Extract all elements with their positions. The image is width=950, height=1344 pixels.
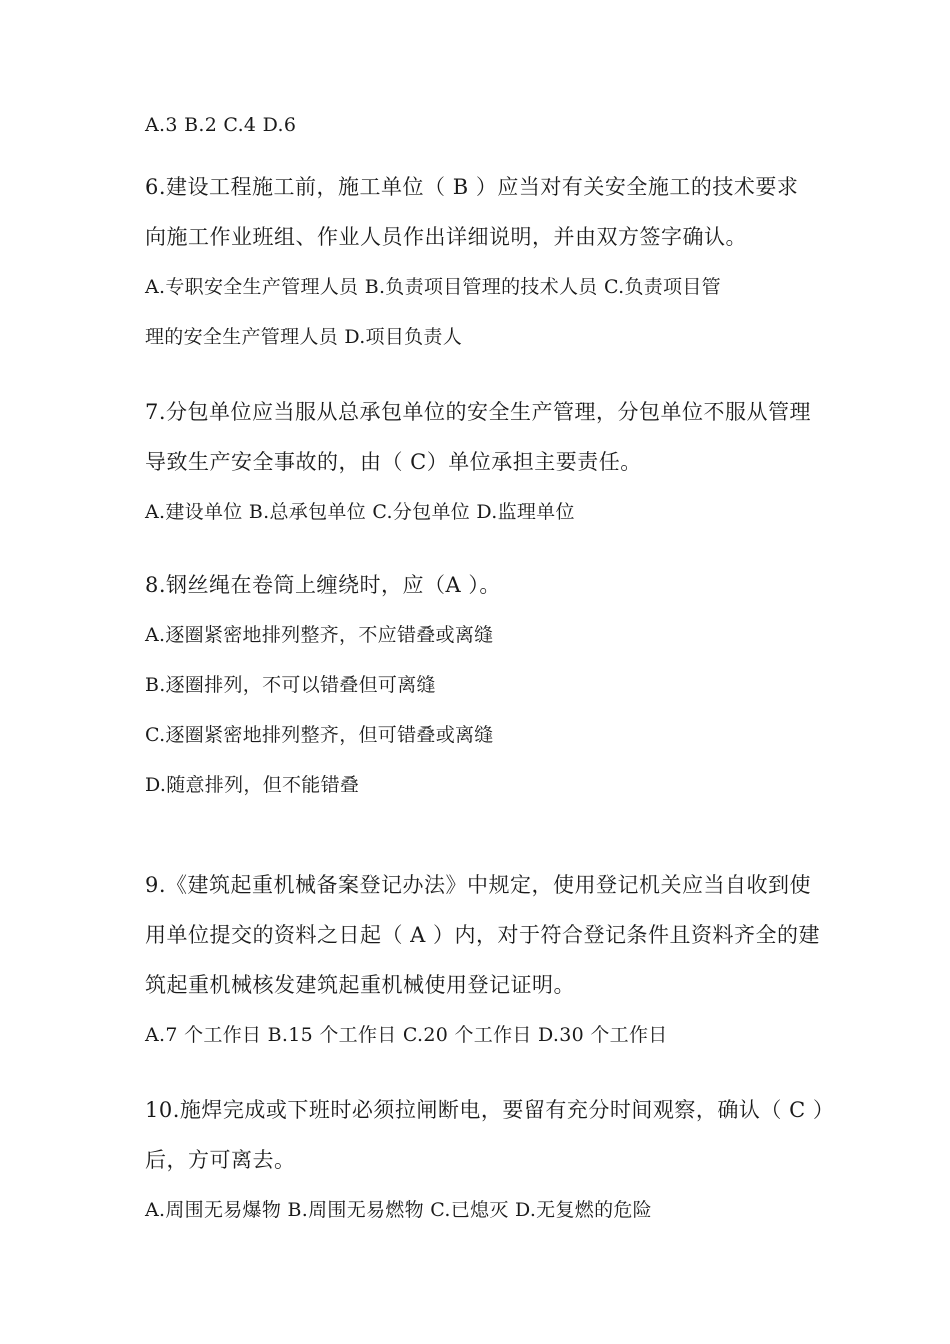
q8-option-c: C.逐圈紧密地排列整齐，但可错叠或离缝 [145,724,494,746]
q9-options: A.7 个工作日 B.15 个工作日 C.20 个工作日 D.30 个工作日 [145,1024,668,1046]
q7-text-line-2: 导致生产安全事故的，由（ C）单位承担主要责任。 [145,450,642,474]
q6-text-line-2: 向施工作业班组、作业人员作出详细说明，并由双方签字确认。 [145,225,747,249]
q9-text-line-2: 用单位提交的资料之日起（ A ）内，对于符合登记条件且资料齐全的建 [145,923,821,947]
q7-options: A.建设单位 B.总承包单位 C.分包单位 D.监理单位 [145,501,575,523]
q6-options-line-1: A.专职安全生产管理人员 B.负责项目管理的技术人员 C.负责项目管 [145,276,721,298]
q7-text-line-1: 7.分包单位应当服从总承包单位的安全生产管理，分包单位不服从管理 [145,400,812,424]
q6-text-line-1: 6.建设工程施工前，施工单位（ B ）应当对有关安全施工的技术要求 [145,175,799,199]
q6-options-line-2: 理的安全生产管理人员 D.项目负责人 [145,326,463,348]
q10-text-line-2: 后，方可离去。 [145,1148,296,1172]
q10-options: A.周围无易爆物 B.周围无易燃物 C.已熄灭 D.无复燃的危险 [145,1199,652,1221]
q5-options: A.3 B.2 C.4 D.6 [145,114,297,136]
q9-text-line-3: 筑起重机械核发建筑起重机械使用登记证明。 [145,973,575,997]
q9-text-line-1: 9.《建筑起重机械备案登记办法》中规定，使用登记机关应当自收到使 [145,873,812,897]
q8-option-a: A.逐圈紧密地排列整齐，不应错叠或离缝 [145,624,494,646]
q8-option-d: D.随意排列，但不能错叠 [145,774,360,796]
q10-text-line-1: 10.施焊完成或下班时必须拉闸断电，要留有充分时间观察，确认（ C ） [145,1098,835,1122]
q8-option-b: B.逐圈排列，不可以错叠但可离缝 [145,674,436,696]
q8-text: 8.钢丝绳在卷筒上缠绕时，应（A ）。 [145,573,501,597]
